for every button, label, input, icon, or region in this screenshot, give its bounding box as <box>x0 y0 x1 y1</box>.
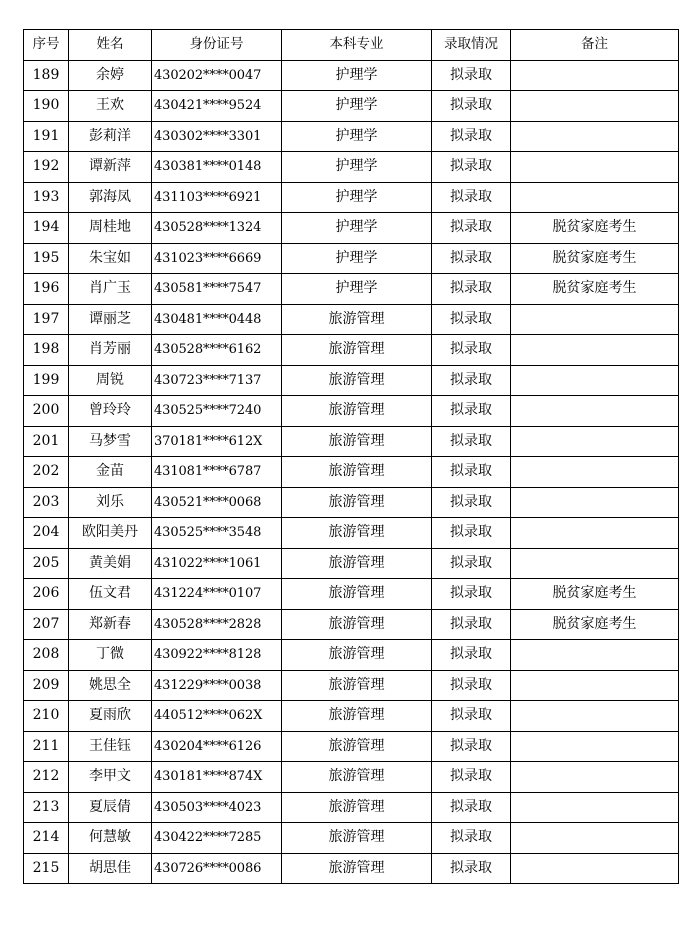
admission-list-table <box>23 29 679 884</box>
cell-remarks <box>511 762 679 793</box>
cell-remarks <box>511 182 679 213</box>
cell-major: 旅游管理 <box>282 640 432 671</box>
cell-major: 旅游管理 <box>282 304 432 335</box>
cell-major: 旅游管理 <box>282 853 432 884</box>
cell-serial-number: 215 <box>24 853 69 884</box>
cell-major: 旅游管理 <box>282 731 432 762</box>
table-row <box>24 609 679 640</box>
cell-admission-status: 拟录取 <box>432 609 511 640</box>
cell-admission-status: 拟录取 <box>432 213 511 244</box>
cell-remarks <box>511 853 679 884</box>
table-row <box>24 640 679 671</box>
cell-major: 旅游管理 <box>282 426 432 457</box>
cell-admission-status: 拟录取 <box>432 579 511 610</box>
cell-major: 旅游管理 <box>282 579 432 610</box>
header-major: 本科专业 <box>282 30 432 61</box>
cell-name: 黄美娟 <box>69 548 152 579</box>
cell-remarks <box>511 121 679 152</box>
cell-admission-status: 拟录取 <box>432 457 511 488</box>
cell-major: 旅游管理 <box>282 518 432 549</box>
cell-major: 护理学 <box>282 60 432 91</box>
cell-serial-number: 198 <box>24 335 69 366</box>
cell-major: 旅游管理 <box>282 670 432 701</box>
cell-name: 欧阳美丹 <box>69 518 152 549</box>
cell-id-number: 430381****0148 <box>152 152 282 183</box>
cell-id-number: 430202****0047 <box>152 60 282 91</box>
cell-major: 护理学 <box>282 182 432 213</box>
cell-major: 护理学 <box>282 91 432 122</box>
table-row <box>24 213 679 244</box>
cell-remarks <box>511 396 679 427</box>
cell-admission-status: 拟录取 <box>432 182 511 213</box>
cell-serial-number: 205 <box>24 548 69 579</box>
cell-serial-number: 199 <box>24 365 69 396</box>
cell-name: 彭莉洋 <box>69 121 152 152</box>
cell-name: 谭丽芝 <box>69 304 152 335</box>
cell-name: 郭海凤 <box>69 182 152 213</box>
cell-serial-number: 208 <box>24 640 69 671</box>
cell-name: 周锐 <box>69 365 152 396</box>
cell-name: 金苗 <box>69 457 152 488</box>
cell-admission-status: 拟录取 <box>432 640 511 671</box>
cell-major: 护理学 <box>282 121 432 152</box>
header-remarks: 备注 <box>511 30 679 61</box>
cell-name: 夏雨欣 <box>69 701 152 732</box>
table-row <box>24 243 679 274</box>
cell-name: 肖芳丽 <box>69 335 152 366</box>
cell-major: 旅游管理 <box>282 396 432 427</box>
table-row <box>24 274 679 305</box>
cell-serial-number: 203 <box>24 487 69 518</box>
cell-remarks: 脱贫家庭考生 <box>511 609 679 640</box>
cell-remarks <box>511 670 679 701</box>
cell-remarks <box>511 792 679 823</box>
cell-id-number: 431224****0107 <box>152 579 282 610</box>
cell-remarks <box>511 548 679 579</box>
cell-admission-status: 拟录取 <box>432 365 511 396</box>
cell-id-number: 430723****7137 <box>152 365 282 396</box>
cell-id-number: 430204****6126 <box>152 731 282 762</box>
cell-id-number: 370181****612X <box>152 426 282 457</box>
cell-remarks <box>511 365 679 396</box>
cell-serial-number: 207 <box>24 609 69 640</box>
cell-admission-status: 拟录取 <box>432 670 511 701</box>
cell-admission-status: 拟录取 <box>432 274 511 305</box>
cell-serial-number: 197 <box>24 304 69 335</box>
table-row <box>24 548 679 579</box>
cell-remarks <box>511 152 679 183</box>
cell-serial-number: 194 <box>24 213 69 244</box>
cell-admission-status: 拟录取 <box>432 701 511 732</box>
cell-remarks <box>511 487 679 518</box>
cell-id-number: 431229****0038 <box>152 670 282 701</box>
cell-admission-status: 拟录取 <box>432 243 511 274</box>
cell-id-number: 430922****8128 <box>152 640 282 671</box>
cell-major: 旅游管理 <box>282 457 432 488</box>
cell-id-number: 430521****0068 <box>152 487 282 518</box>
cell-major: 旅游管理 <box>282 335 432 366</box>
cell-serial-number: 213 <box>24 792 69 823</box>
cell-serial-number: 206 <box>24 579 69 610</box>
cell-serial-number: 212 <box>24 762 69 793</box>
cell-id-number: 430421****9524 <box>152 91 282 122</box>
cell-major: 护理学 <box>282 243 432 274</box>
table-row <box>24 60 679 91</box>
cell-remarks: 脱贫家庭考生 <box>511 213 679 244</box>
cell-serial-number: 214 <box>24 823 69 854</box>
cell-admission-status: 拟录取 <box>432 518 511 549</box>
table-row <box>24 121 679 152</box>
cell-remarks: 脱贫家庭考生 <box>511 243 679 274</box>
cell-id-number: 430528****6162 <box>152 335 282 366</box>
header-admission-status: 录取情况 <box>432 30 511 61</box>
cell-id-number: 430503****4023 <box>152 792 282 823</box>
cell-admission-status: 拟录取 <box>432 426 511 457</box>
cell-name: 谭新萍 <box>69 152 152 183</box>
cell-admission-status: 拟录取 <box>432 548 511 579</box>
table-row <box>24 487 679 518</box>
cell-serial-number: 193 <box>24 182 69 213</box>
cell-major: 护理学 <box>282 213 432 244</box>
table-row <box>24 457 679 488</box>
cell-remarks: 脱贫家庭考生 <box>511 579 679 610</box>
table-row <box>24 396 679 427</box>
table-row <box>24 182 679 213</box>
cell-serial-number: 201 <box>24 426 69 457</box>
table-row <box>24 335 679 366</box>
cell-id-number: 430525****7240 <box>152 396 282 427</box>
table-row <box>24 304 679 335</box>
cell-name: 伍文君 <box>69 579 152 610</box>
cell-major: 旅游管理 <box>282 762 432 793</box>
cell-remarks <box>511 701 679 732</box>
cell-id-number: 430581****7547 <box>152 274 282 305</box>
table-row <box>24 853 679 884</box>
cell-id-number: 431023****6669 <box>152 243 282 274</box>
cell-major: 旅游管理 <box>282 609 432 640</box>
cell-id-number: 431081****6787 <box>152 457 282 488</box>
cell-id-number: 440512****062X <box>152 701 282 732</box>
table-row <box>24 823 679 854</box>
cell-serial-number: 192 <box>24 152 69 183</box>
cell-serial-number: 210 <box>24 701 69 732</box>
table-row <box>24 792 679 823</box>
cell-id-number: 430422****7285 <box>152 823 282 854</box>
cell-admission-status: 拟录取 <box>432 121 511 152</box>
cell-name: 夏辰倩 <box>69 792 152 823</box>
table-row <box>24 426 679 457</box>
cell-remarks <box>511 518 679 549</box>
table-row <box>24 579 679 610</box>
cell-serial-number: 195 <box>24 243 69 274</box>
cell-serial-number: 196 <box>24 274 69 305</box>
cell-id-number: 430528****2828 <box>152 609 282 640</box>
cell-major: 旅游管理 <box>282 548 432 579</box>
cell-remarks <box>511 91 679 122</box>
cell-serial-number: 211 <box>24 731 69 762</box>
cell-id-number: 430528****1324 <box>152 213 282 244</box>
table-row <box>24 762 679 793</box>
table-body <box>24 60 679 884</box>
cell-serial-number: 191 <box>24 121 69 152</box>
cell-major: 旅游管理 <box>282 823 432 854</box>
header-serial-number: 序号 <box>24 30 69 61</box>
cell-admission-status: 拟录取 <box>432 792 511 823</box>
cell-name: 何慧敏 <box>69 823 152 854</box>
cell-major: 旅游管理 <box>282 792 432 823</box>
cell-name: 马梦雪 <box>69 426 152 457</box>
cell-name: 姚思全 <box>69 670 152 701</box>
cell-admission-status: 拟录取 <box>432 91 511 122</box>
cell-serial-number: 202 <box>24 457 69 488</box>
cell-name: 刘乐 <box>69 487 152 518</box>
cell-name: 王欢 <box>69 91 152 122</box>
cell-name: 王佳钰 <box>69 731 152 762</box>
cell-admission-status: 拟录取 <box>432 731 511 762</box>
cell-remarks <box>511 60 679 91</box>
cell-major: 护理学 <box>282 274 432 305</box>
cell-serial-number: 204 <box>24 518 69 549</box>
cell-name: 朱宝如 <box>69 243 152 274</box>
cell-id-number: 431022****1061 <box>152 548 282 579</box>
table-row <box>24 152 679 183</box>
cell-id-number: 430481****0448 <box>152 304 282 335</box>
table-row <box>24 91 679 122</box>
cell-name: 肖广玉 <box>69 274 152 305</box>
cell-remarks <box>511 823 679 854</box>
cell-name: 余婷 <box>69 60 152 91</box>
cell-name: 李甲文 <box>69 762 152 793</box>
cell-major: 护理学 <box>282 152 432 183</box>
cell-name: 周桂地 <box>69 213 152 244</box>
header-name: 姓名 <box>69 30 152 61</box>
cell-admission-status: 拟录取 <box>432 60 511 91</box>
cell-id-number: 430181****874X <box>152 762 282 793</box>
cell-admission-status: 拟录取 <box>432 152 511 183</box>
cell-serial-number: 200 <box>24 396 69 427</box>
table-row <box>24 731 679 762</box>
cell-remarks: 脱贫家庭考生 <box>511 274 679 305</box>
cell-major: 旅游管理 <box>282 365 432 396</box>
header-id-number: 身份证号 <box>152 30 282 61</box>
cell-admission-status: 拟录取 <box>432 762 511 793</box>
cell-id-number: 430726****0086 <box>152 853 282 884</box>
cell-admission-status: 拟录取 <box>432 304 511 335</box>
cell-admission-status: 拟录取 <box>432 396 511 427</box>
table-row <box>24 365 679 396</box>
cell-name: 丁微 <box>69 640 152 671</box>
cell-id-number: 430302****3301 <box>152 121 282 152</box>
cell-name: 郑新春 <box>69 609 152 640</box>
cell-admission-status: 拟录取 <box>432 853 511 884</box>
cell-remarks <box>511 731 679 762</box>
cell-name: 胡思佳 <box>69 853 152 884</box>
cell-admission-status: 拟录取 <box>432 487 511 518</box>
cell-major: 旅游管理 <box>282 701 432 732</box>
cell-id-number: 431103****6921 <box>152 182 282 213</box>
table-row <box>24 518 679 549</box>
cell-serial-number: 189 <box>24 60 69 91</box>
cell-admission-status: 拟录取 <box>432 823 511 854</box>
cell-remarks <box>511 640 679 671</box>
cell-remarks <box>511 304 679 335</box>
cell-id-number: 430525****3548 <box>152 518 282 549</box>
table-header-row <box>24 30 679 61</box>
table-row <box>24 701 679 732</box>
cell-serial-number: 190 <box>24 91 69 122</box>
table-row <box>24 670 679 701</box>
cell-serial-number: 209 <box>24 670 69 701</box>
cell-remarks <box>511 426 679 457</box>
cell-major: 旅游管理 <box>282 487 432 518</box>
cell-remarks <box>511 457 679 488</box>
cell-remarks <box>511 335 679 366</box>
cell-name: 曾玲玲 <box>69 396 152 427</box>
cell-admission-status: 拟录取 <box>432 335 511 366</box>
